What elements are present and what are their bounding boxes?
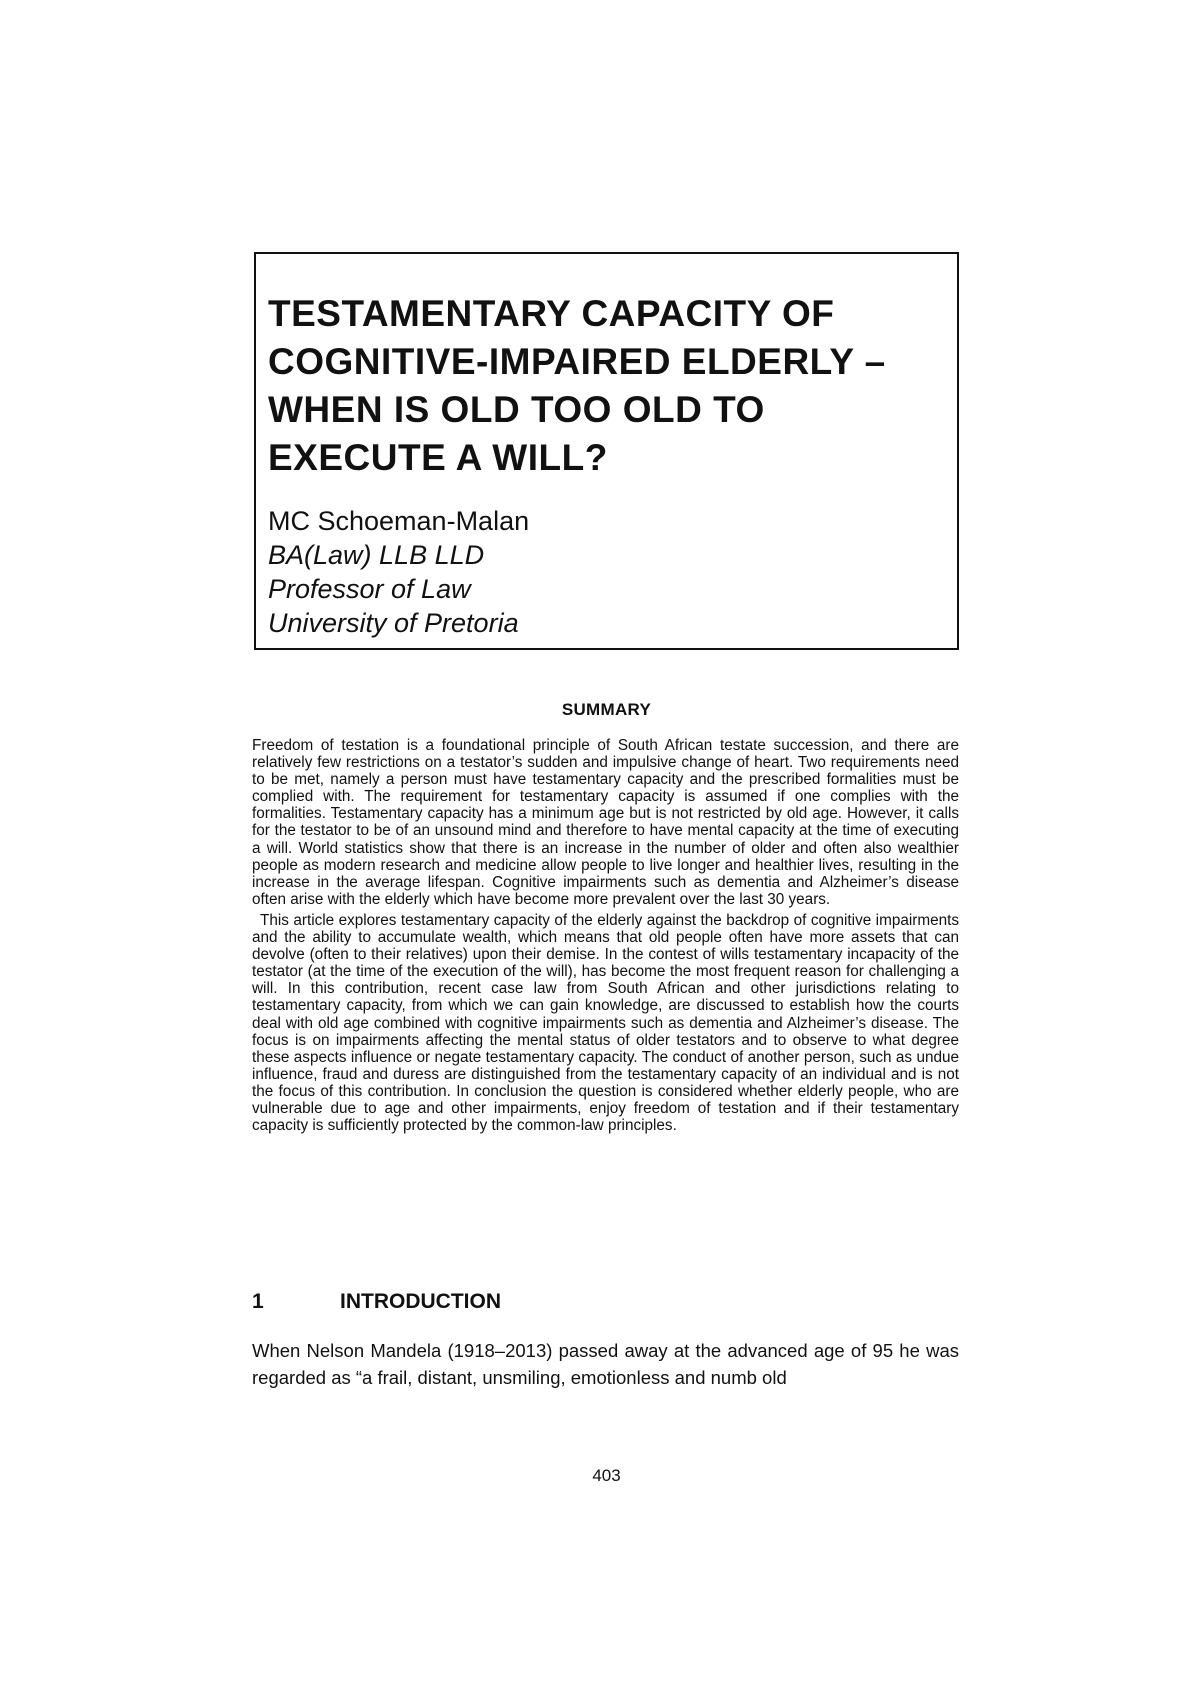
title-box — [254, 252, 959, 650]
title-line: COGNITIVE-IMPAIRED ELDERLY – — [268, 341, 886, 382]
author-institution: University of Pretoria — [268, 608, 519, 638]
summary-body — [252, 737, 959, 1138]
section-title: INTRODUCTION — [340, 1290, 501, 1313]
author-degrees: BA(Law) LLB LLD — [268, 540, 485, 570]
page-number: 403 — [592, 1466, 621, 1485]
summary-heading: SUMMARY — [561, 700, 652, 719]
author-position: Professor of Law — [268, 574, 471, 604]
section-number: 1 — [252, 1290, 264, 1313]
article-title — [268, 290, 945, 482]
section-heading — [252, 1290, 959, 1314]
author-name: MC Schoeman-Malan — [268, 506, 530, 536]
introduction-paragraph: When Nelson Mandela (1918–2013) passed away at the advanced age of 95 he was regarded as “a frail, distant, unsmiling, emotionless and numb old — [252, 1340, 959, 1388]
title-line: TESTAMENTARY CAPACITY OF — [268, 293, 835, 334]
summary-paragraph: This article explores testamentary capacity of the elderly against the backdrop of cognitive impairments and the ability to accumulate wealth, which means that old people often have more assets that can devolve (often to their relatives) upon their demise. In the contest of wills testamentary incapacity of the testator (at the time of the execution of the will), has become the most frequent reason for challenging a will. In this contribution, recent case law from South African and other jurisdictions relating to testamentary capacity, from which we can gain knowledge, are discussed to establish how the courts deal with old age combined with cognitive impairments such as dementia and Alzheimer’s disease. The focus is on impairments affecting the mental status of older testators and to observe to what degree these aspects influence or negate testamentary capacity. The conduct of another person, such as undue influence, fraud and duress are distinguished from the testamentary capacity of an individual and is not the focus of this contribution. In conclusion the question is considered whether elderly people, who are vulnerable due to age and other impairments, enjoy freedom of testation and if their testamentary capacity is sufficiently protected by the common-law principles. — [252, 911, 959, 1135]
title-line: WHEN IS OLD TOO OLD TO — [268, 389, 765, 430]
summary-paragraph: Freedom of testation is a foundational principle of South African testate succession, and there are relatively few restrictions on a testator’s sudden and impulsive change of heart. Two requirements need to be met, namely a person must have testamentary capacity and the prescribed formalities must be complied with. The requirement for testamentary capacity is assumed if one complies with the formalities. Testamentary capacity has a minimum age but is not restricted by old age. However, it calls for the testator to be of an unsound mind and therefore to have mental capacity at the time of executing a will. World statistics show that there is an increase in the number of older and often also wealthier people as modern research and medicine allow people to live longer and healthier lives, resulting in the increase in the average lifespan. Cognitive impairments such as dementia and Alzheimer’s disease often arise with the elderly which have become more prevalent over the last 30 years. — [252, 737, 959, 908]
title-line: EXECUTE A WILL? — [268, 437, 608, 478]
author-block — [268, 504, 945, 640]
